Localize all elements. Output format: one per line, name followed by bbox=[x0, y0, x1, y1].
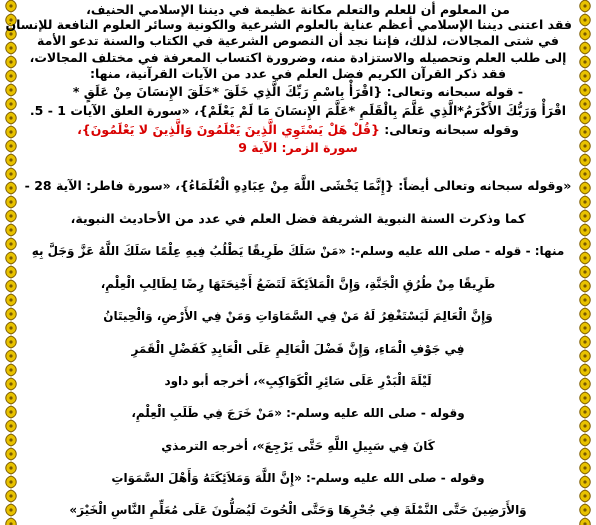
border-ornament-dot bbox=[583, 354, 586, 357]
border-ornament-dot bbox=[583, 396, 586, 399]
border-ornament-dot bbox=[9, 396, 12, 399]
border-ornament-dot bbox=[583, 382, 586, 385]
border-ornament-dot bbox=[583, 144, 586, 147]
border-ornament-dot bbox=[9, 480, 12, 483]
border-ornament-dot bbox=[583, 312, 586, 315]
border-ornament-dot bbox=[9, 60, 12, 63]
hadith-line: كَانَ فِي سَبِيلِ اللَّهِ حَتَّى يَرْجِعَ»، أخرجه الترمذي bbox=[161, 439, 435, 453]
border-ornament-dot bbox=[9, 284, 12, 287]
hadith-line: لَيْلَةَ الْبَدْرِ عَلَى سَائِرِ الْكَوَاكِبِ»، أخرجه أبو داود bbox=[164, 374, 432, 388]
text-line: كما وذكرت السنة النبوية الشريفة فضل العلم في عدد من الأحاديث النبوية، bbox=[70, 211, 526, 226]
border-ornament-dot bbox=[9, 494, 12, 497]
text-line: فقد اعتنى ديننا الإسلامي أعظم عناية بالعلوم الشرعية والكونية وسائر العلوم النافعة للإنسان bbox=[5, 17, 572, 32]
border-ornament-dot bbox=[9, 466, 12, 469]
border-ornament-dot bbox=[583, 158, 586, 161]
hadith-line: منها: - قوله - صلى الله عليه وسلم-: «مَنْ سَلَكَ طَرِيقًا يَطْلُبُ فِيهِ عِلْمًا سَلَكَ اللَّهُ عَزَّ وَجَلَّ بِهِ bbox=[31, 244, 565, 258]
border-ornament-dot bbox=[583, 340, 586, 343]
border-ornament-dot bbox=[583, 242, 586, 245]
border-ornament-dot bbox=[583, 256, 586, 259]
border-ornament-dot bbox=[9, 508, 12, 511]
border-ornament-dot bbox=[583, 466, 586, 469]
border-ornament-dot bbox=[583, 60, 586, 63]
border-ornament-dot bbox=[583, 130, 586, 133]
article-content bbox=[5, 0, 572, 525]
border-ornament-dot bbox=[583, 228, 586, 231]
border-ornament-dot bbox=[583, 410, 586, 413]
border-ornament-dot bbox=[9, 214, 12, 217]
border-ornament-dot bbox=[9, 452, 12, 455]
border-ornament-dot bbox=[9, 144, 12, 147]
border-ornament-dot bbox=[9, 298, 12, 301]
border-ornament-dot bbox=[9, 186, 12, 189]
decorative-border-right bbox=[574, 0, 596, 525]
quran-verse-line: «وقوله سبحانه وتعالى أيضاً: {إِنَّمَا يَخْشَى اللَّهَ مِنْ عِبَادِهِ الْعُلَمَاءُ}، «سورة فاطر: الآية 28 - bbox=[24, 178, 572, 193]
border-ornament-dot bbox=[583, 326, 586, 329]
border-ornament-dot bbox=[583, 424, 586, 427]
verse-intro: وقوله سبحانه وتعالى: bbox=[379, 122, 519, 137]
border-ornament-dot bbox=[583, 270, 586, 273]
border-ornament-dot bbox=[9, 242, 12, 245]
border-ornament-dot bbox=[9, 228, 12, 231]
border-ornament-dot bbox=[9, 116, 12, 119]
border-ornament-dot bbox=[583, 508, 586, 511]
border-ornament-dot bbox=[583, 452, 586, 455]
border-ornament-dot bbox=[9, 256, 12, 259]
quran-verse-line bbox=[24, 122, 572, 138]
border-ornament-dot bbox=[9, 326, 12, 329]
border-ornament-dot bbox=[9, 74, 12, 77]
hadith-line: وقوله - صلى الله عليه وسلم-: «إِنَّ اللَّهَ وَمَلاَئِكَتَهُ وَأَهْلَ السَّمَوَاتِ bbox=[111, 471, 485, 485]
text-line: إلى طلب العلم وتحصيله والاستزادة منه، وضرورة اكتساب المعرفة في مختلف المجالات، bbox=[29, 50, 567, 65]
border-ornament-dot bbox=[583, 368, 586, 371]
border-ornament-dot bbox=[9, 438, 12, 441]
border-ornament-dot bbox=[9, 46, 12, 49]
border-ornament-dot bbox=[9, 424, 12, 427]
border-ornament-dot bbox=[583, 284, 586, 287]
border-ornament-dot bbox=[583, 74, 586, 77]
border-ornament-dot bbox=[583, 88, 586, 91]
hadith-line: طَرِيقًا مِنْ طُرُقِ الْجَنَّةِ، وَإِنَّ الْمَلاَئِكَةَ لَتَضَعُ أَجْنِحَتَهَا رِضًا لِطَالِبِ الْعِلْمِ، bbox=[100, 277, 496, 291]
border-ornament-dot bbox=[583, 116, 586, 119]
highlighted-verse: {قُلْ هَلْ يَسْتَوِي الَّذِينَ يَعْلَمُونَ وَالَّذِينَ لا يَعْلَمُونَ}، bbox=[77, 122, 380, 137]
quran-verse-line: - قوله سبحانه وتعالى: {اقْرَأْ بِاسْمِ رَبِّكَ الَّذِي خَلَقَ *خَلَقَ الإِنسَانَ مِنْ عَلَقٍ * bbox=[72, 84, 524, 99]
border-ornament-dot bbox=[9, 270, 12, 273]
border-ornament-dot bbox=[9, 4, 12, 7]
border-ornament-dot bbox=[583, 298, 586, 301]
border-ornament-dot bbox=[583, 4, 586, 7]
border-ornament-dot bbox=[9, 172, 12, 175]
quran-verse-line: اقْرَأْ وَرَبُّكَ الأَكْرَمُ*الَّذِي عَلَّمَ بِالْقَلَمِ *عَلَّمَ الإِنسَانَ مَا لَمْ يَعْلَمْ}، «سورة العلق الآيات 1 - 5. bbox=[29, 103, 567, 118]
border-ornament-dot bbox=[583, 200, 586, 203]
text-line: في شتى المجالات، لذلك، فإننا نجد أن النصوص الشرعية في الكتاب والسنة تدعو الأمة bbox=[37, 33, 559, 48]
hadith-line: وَإِنَّ الْعَالِمَ لَيَسْتَغْفِرُ لَهُ مَنْ فِي السَّمَاوَاتِ وَمَنْ فِي الأَرْضِ، وَالْحِيتَانُ bbox=[103, 309, 493, 323]
border-ornament-dot bbox=[583, 102, 586, 105]
border-ornament-dot bbox=[583, 18, 586, 21]
border-ornament-dot bbox=[583, 494, 586, 497]
border-ornament-dot bbox=[9, 130, 12, 133]
border-ornament-dot bbox=[9, 102, 12, 105]
border-ornament-dot bbox=[9, 354, 12, 357]
border-ornament-dot bbox=[9, 312, 12, 315]
border-ornament-dot bbox=[9, 88, 12, 91]
border-ornament-dot bbox=[9, 340, 12, 343]
border-ornament-dot bbox=[583, 480, 586, 483]
border-ornament-dot bbox=[583, 438, 586, 441]
border-ornament-dot bbox=[583, 186, 586, 189]
border-ornament-dot bbox=[583, 172, 586, 175]
border-ornament-dot bbox=[9, 158, 12, 161]
text-line: من المعلوم أن للعلم والتعلم مكانة عظيمة في ديننا الإسلامي الحنيف، bbox=[86, 2, 510, 17]
hadith-line: وَالأَرَضِينَ حَتَّى النَّمْلَةَ فِي جُحْرِهَا وَحَتَّى الْحُوتَ لَيُصَلُّونَ عَلَى مُعَلِّمِ النَّاسِ الْخَيْرَ» bbox=[69, 503, 527, 517]
border-ornament-dot bbox=[9, 368, 12, 371]
border-ornament-dot bbox=[583, 46, 586, 49]
border-ornament-dot bbox=[583, 214, 586, 217]
verse-reference: سورة الزمر: الآية 9 bbox=[238, 140, 358, 155]
hadith-line: وقوله - صلى الله عليه وسلم-: «مَنْ خَرَجَ فِي طَلَبِ الْعِلْمِ، bbox=[131, 406, 465, 420]
border-ornament-dot bbox=[9, 410, 12, 413]
border-ornament-dot bbox=[9, 382, 12, 385]
hadith-line: فِي جَوْفِ الْمَاءِ، وَإِنَّ فَضْلَ الْعَالِمِ عَلَى الْعَابِدِ كَفَضْلِ الْقَمَرِ bbox=[131, 342, 465, 356]
decorative-border-left bbox=[0, 0, 22, 525]
border-ornament-dot bbox=[9, 200, 12, 203]
text-line: فقد ذكر القرآن الكريم فضل العلم في عدد من الآيات القرآنية، منها: bbox=[89, 66, 507, 81]
border-ornament-dot bbox=[583, 32, 586, 35]
